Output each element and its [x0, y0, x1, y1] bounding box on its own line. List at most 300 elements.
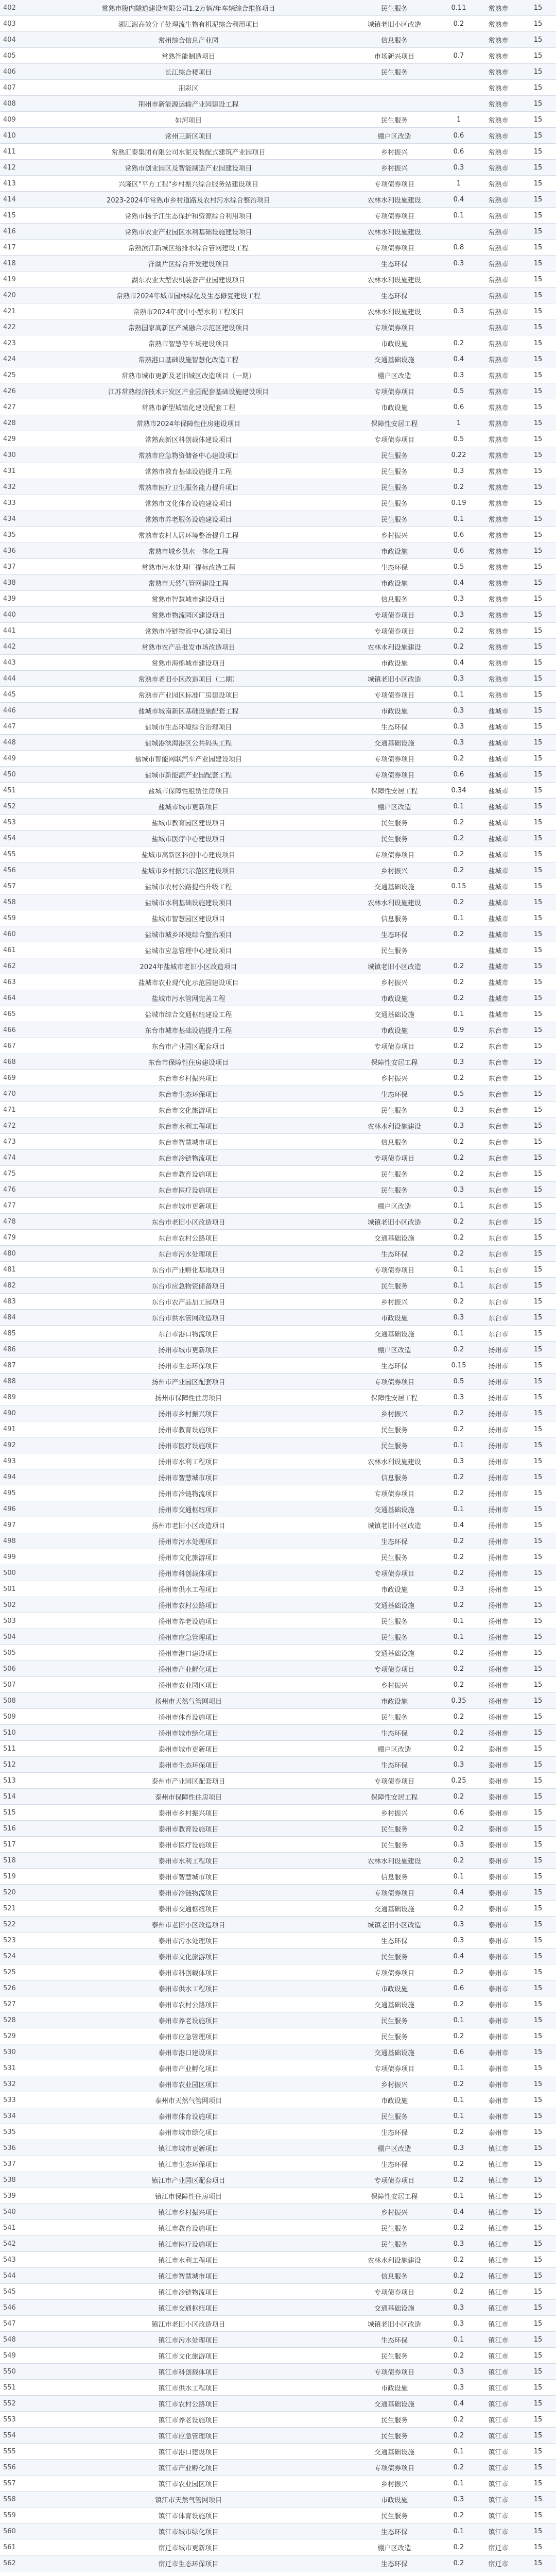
project-name: 常熟市农村人居环境整治提升工程 [29, 527, 348, 543]
term-years: 15 [520, 463, 556, 479]
term-years: 15 [520, 2380, 556, 2396]
row-number: 451 [0, 783, 29, 799]
term-years: 15 [520, 335, 556, 351]
term-years: 15 [520, 815, 556, 831]
table-row [0, 1549, 556, 1565]
row-number: 492 [0, 1437, 29, 1453]
table-row [0, 208, 556, 224]
project-category: 专项债券项目 [348, 751, 441, 767]
row-number: 552 [0, 2396, 29, 2412]
region: 扬州市 [477, 1453, 520, 1469]
table-row [0, 831, 556, 846]
bond-amount: 0.2 [441, 1070, 477, 1086]
bond-amount: 0.3 [441, 1102, 477, 1118]
region: 东台市 [477, 1166, 520, 1182]
table-row [0, 783, 556, 799]
project-category: 棚户区改造 [348, 367, 441, 383]
row-number: 489 [0, 1389, 29, 1405]
table-row [0, 751, 556, 767]
project-category: 乡村振兴 [348, 2076, 441, 2092]
project-name: 常熟市腹内隧道建设有限公司1.2万辆/年车辆综合维修项目 [29, 0, 348, 16]
bond-amount [441, 287, 477, 303]
project-name: 镇江市城市绿化项目 [29, 2523, 348, 2539]
row-number: 547 [0, 2316, 29, 2332]
project-category: 交通基础设施 [348, 351, 441, 367]
region: 镇江市 [477, 2476, 520, 2492]
project-category: 交通基础设施 [348, 1901, 441, 1917]
project-category: 农林水利设施建设 [348, 192, 441, 208]
table-row [0, 2492, 556, 2507]
region: 镇江市 [477, 2523, 520, 2539]
term-years: 15 [520, 2507, 556, 2523]
project-category: 生态环保 [348, 1725, 441, 1741]
project-category: 市政设施 [348, 2492, 441, 2507]
project-category: 生态环保 [348, 1533, 441, 1549]
project-category: 城镇老旧小区改造 [348, 671, 441, 687]
table-row [0, 48, 556, 64]
project-category: 农林水利设施建设 [348, 1853, 441, 1869]
project-name: 盐城市教育园区建设项目 [29, 815, 348, 831]
term-years: 15 [520, 1166, 556, 1182]
row-number: 541 [0, 2220, 29, 2236]
project-name: 镇江市乡村振兴项目 [29, 2204, 348, 2220]
term-years: 15 [520, 2396, 556, 2412]
term-years: 15 [520, 846, 556, 862]
project-category: 专项债券项目 [348, 2460, 441, 2476]
row-number: 442 [0, 639, 29, 655]
bond-amount [441, 319, 477, 335]
bond-amount: 0.3 [441, 671, 477, 687]
bond-amount: 0.3 [441, 1054, 477, 1070]
term-years: 15 [520, 1118, 556, 1134]
row-number: 520 [0, 1885, 29, 1901]
row-number: 494 [0, 1469, 29, 1485]
term-years: 15 [520, 431, 556, 447]
bond-amount: 0.2 [441, 1821, 477, 1837]
table-row [0, 176, 556, 192]
region: 常熟市 [477, 383, 520, 399]
row-number: 511 [0, 1741, 29, 1757]
row-number: 516 [0, 1821, 29, 1837]
project-category: 专项债券项目 [348, 846, 441, 862]
row-number: 506 [0, 1661, 29, 1677]
region: 泰州市 [477, 1885, 520, 1901]
term-years: 15 [520, 367, 556, 383]
row-number: 455 [0, 846, 29, 862]
region: 常熟市 [477, 431, 520, 447]
project-name: 镇江市产业孵化项目 [29, 2460, 348, 2476]
project-name: 常熟市冷链物流中心建设项目 [29, 623, 348, 639]
project-name: 常熟市农产品批发市场改造项目 [29, 639, 348, 655]
bond-amount: 0.2 [441, 2348, 477, 2364]
region: 常熟市 [477, 176, 520, 192]
project-category: 交通基础设施 [348, 1501, 441, 1517]
term-years: 15 [520, 878, 556, 894]
bond-amount: 0.3 [441, 607, 477, 623]
project-name: 盐城市医疗中心建设项目 [29, 831, 348, 846]
region: 扬州市 [477, 1661, 520, 1677]
region: 东台市 [477, 1102, 520, 1118]
region: 东台市 [477, 1278, 520, 1294]
project-category: 市政设施 [348, 543, 441, 559]
row-number: 469 [0, 1070, 29, 1086]
table-row [0, 2332, 556, 2348]
region: 盐城市 [477, 958, 520, 974]
term-years: 15 [520, 862, 556, 878]
project-category: 生态环保 [348, 926, 441, 942]
table-row [0, 1374, 556, 1389]
term-years: 15 [520, 2236, 556, 2252]
table-row [0, 767, 556, 783]
table-row [0, 495, 556, 511]
project-name: 盐城市应急管理中心建设项目 [29, 942, 348, 958]
term-years: 15 [520, 1996, 556, 2012]
project-category: 生态环保 [348, 2156, 441, 2172]
term-years: 15 [520, 783, 556, 799]
project-category: 农林水利设施建设 [348, 894, 441, 910]
region: 镇江市 [477, 2156, 520, 2172]
bond-amount: 0.3 [441, 1757, 477, 1773]
row-number: 533 [0, 2092, 29, 2108]
table-row [0, 319, 556, 335]
bond-amount: 0.2 [441, 1038, 477, 1054]
region: 常熟市 [477, 256, 520, 272]
term-years: 15 [520, 479, 556, 495]
bond-amount: 0.3 [441, 1182, 477, 1198]
table-row [0, 1661, 556, 1677]
region: 扬州市 [477, 1437, 520, 1453]
term-years: 15 [520, 703, 556, 719]
project-category: 民生服务 [348, 1278, 441, 1294]
row-number: 546 [0, 2300, 29, 2316]
row-number: 474 [0, 1150, 29, 1166]
project-category: 生态环保 [348, 287, 441, 303]
region: 泰州市 [477, 1964, 520, 1980]
table-row [0, 2156, 556, 2172]
table-row [0, 1964, 556, 1980]
project-name: 盐城市城市更新项目 [29, 799, 348, 815]
term-years: 15 [520, 240, 556, 256]
bond-amount: 0.3 [441, 591, 477, 607]
project-name: 常熟市教育基础设施提升工程 [29, 463, 348, 479]
region: 东台市 [477, 1086, 520, 1102]
term-years: 15 [520, 639, 556, 655]
table-row [0, 1485, 556, 1501]
project-category: 信息服务 [348, 2268, 441, 2284]
table-row [0, 1294, 556, 1310]
row-number: 402 [0, 0, 29, 16]
project-name: 泰州市乡村振兴项目 [29, 1805, 348, 1821]
row-number: 420 [0, 287, 29, 303]
term-years: 15 [520, 1374, 556, 1389]
row-number: 403 [0, 16, 29, 32]
table-row [0, 96, 556, 112]
project-name: 扬州市老旧小区改造项目 [29, 1517, 348, 1533]
table-row [0, 2220, 556, 2236]
term-years: 15 [520, 1645, 556, 1661]
region: 扬州市 [477, 1645, 520, 1661]
term-years: 15 [520, 1709, 556, 1725]
project-category: 民生服务 [348, 2428, 441, 2444]
bond-amount: 0.4 [441, 575, 477, 591]
row-number: 419 [0, 272, 29, 287]
project-category: 农林水利设施建设 [348, 303, 441, 319]
bond-amount: 0.3 [441, 2492, 477, 2507]
project-name: 常熟滨江新城区给排水综合管网建设工程 [29, 240, 348, 256]
table-row [0, 2108, 556, 2124]
term-years: 15 [520, 80, 556, 96]
project-name: 镇江市城市更新项目 [29, 2140, 348, 2156]
project-category: 民生服务 [348, 2220, 441, 2236]
term-years: 15 [520, 1597, 556, 1613]
table-row [0, 1677, 556, 1693]
term-years: 15 [520, 1134, 556, 1150]
bond-amount: 0.2 [441, 1996, 477, 2012]
table-row [0, 1805, 556, 1821]
row-number: 462 [0, 958, 29, 974]
term-years: 15 [520, 1485, 556, 1501]
region: 常熟市 [477, 527, 520, 543]
table-row [0, 894, 556, 910]
term-years: 15 [520, 1038, 556, 1054]
project-name: 扬州市保障性住房项目 [29, 1389, 348, 1405]
row-number: 463 [0, 974, 29, 990]
table-row [0, 1278, 556, 1294]
bond-amount: 0.3 [441, 1310, 477, 1326]
region: 盐城市 [477, 783, 520, 799]
project-name: 宿迁市城市更新项目 [29, 2539, 348, 2555]
term-years: 15 [520, 2012, 556, 2028]
project-name: 常熟市天然气管网建设工程 [29, 575, 348, 591]
row-number: 416 [0, 224, 29, 240]
project-category: 市政设施 [348, 990, 441, 1006]
row-number: 418 [0, 256, 29, 272]
project-name: 镇江市智慧城市项目 [29, 2268, 348, 2284]
project-name: 盐城市城乡环境综合整治项目 [29, 926, 348, 942]
project-category: 专项债券项目 [348, 1773, 441, 1789]
region: 常熟市 [477, 16, 520, 32]
region: 常熟市 [477, 319, 520, 335]
bond-amount: 0.1 [441, 2188, 477, 2204]
row-number: 443 [0, 655, 29, 671]
bond-amount: 0.2 [441, 1677, 477, 1693]
bond-amount: 0.1 [441, 208, 477, 224]
row-number: 470 [0, 1086, 29, 1102]
bond-amount: 0.2 [441, 2252, 477, 2268]
project-category: 专项债券项目 [348, 687, 441, 703]
project-category: 民生服务 [348, 1166, 441, 1182]
region: 盐城市 [477, 894, 520, 910]
project-category: 民生服务 [348, 1837, 441, 1853]
project-category: 民生服务 [348, 2012, 441, 2028]
table-row [0, 2012, 556, 2028]
project-name: 镇江市教育设施项目 [29, 2220, 348, 2236]
row-number: 535 [0, 2124, 29, 2140]
project-name: 扬州市城市绿化项目 [29, 1725, 348, 1741]
bond-amount: 0.22 [441, 447, 477, 463]
project-name: 盐城市乡村振兴示范区建设项目 [29, 862, 348, 878]
region: 镇江市 [477, 2428, 520, 2444]
region: 泰州市 [477, 1869, 520, 1885]
region: 东台市 [477, 1294, 520, 1310]
term-years: 15 [520, 799, 556, 815]
project-name: 镇江市产业园区配套项目 [29, 2172, 348, 2188]
bond-amount: 0.2 [441, 1294, 477, 1310]
region: 泰州市 [477, 2044, 520, 2060]
table-row [0, 1837, 556, 1853]
project-name: 扬州市供水工程项目 [29, 1581, 348, 1597]
bond-amount: 0.3 [441, 1917, 477, 1933]
row-number: 540 [0, 2204, 29, 2220]
project-category: 民生服务 [348, 1102, 441, 1118]
term-years: 15 [520, 735, 556, 751]
table-row [0, 1693, 556, 1709]
project-category: 生态环保 [348, 2555, 441, 2571]
bond-amount: 0.6 [441, 543, 477, 559]
project-name: 泰州市科创载体项目 [29, 1964, 348, 1980]
table-row [0, 799, 556, 815]
row-number: 548 [0, 2332, 29, 2348]
bond-amount: 0.3 [441, 367, 477, 383]
region: 常熟市 [477, 623, 520, 639]
project-category: 专项债券项目 [348, 607, 441, 623]
bond-amount [441, 64, 477, 80]
term-years: 15 [520, 1725, 556, 1741]
row-number: 406 [0, 64, 29, 80]
row-number: 413 [0, 176, 29, 192]
term-years: 15 [520, 96, 556, 112]
table-row [0, 2284, 556, 2300]
region: 常熟市 [477, 559, 520, 575]
region: 东台市 [477, 1022, 520, 1038]
project-category: 专项债券项目 [348, 240, 441, 256]
table-row [0, 351, 556, 367]
table-row [0, 2444, 556, 2460]
region: 泰州市 [477, 1917, 520, 1933]
row-number: 456 [0, 862, 29, 878]
region: 常熟市 [477, 272, 520, 287]
region: 扬州市 [477, 1517, 520, 1533]
bond-amount: 0.2 [441, 1645, 477, 1661]
project-category: 专项债券项目 [348, 2060, 441, 2076]
region: 常熟市 [477, 192, 520, 208]
table-row [0, 1996, 556, 2012]
term-years: 15 [520, 2332, 556, 2348]
term-years: 15 [520, 1964, 556, 1980]
region: 镇江市 [477, 2444, 520, 2460]
term-years: 15 [520, 559, 556, 575]
region [477, 2571, 520, 2576]
region: 盐城市 [477, 703, 520, 719]
bond-amount: 0.1 [441, 799, 477, 815]
project-category: 信息服务 [348, 32, 441, 48]
project-category: 专项债券项目 [348, 1964, 441, 1980]
bond-amount: 0.5 [441, 559, 477, 575]
bond-amount: 0.8 [441, 240, 477, 256]
project-name: 泰州市文化旅游项目 [29, 1948, 348, 1964]
term-years: 15 [520, 351, 556, 367]
table-row [0, 1757, 556, 1773]
region: 泰州市 [477, 2028, 520, 2044]
project-category: 交通基础设施 [348, 2396, 441, 2412]
project-category: 生态环保 [348, 1358, 441, 1374]
row-number: 557 [0, 2476, 29, 2492]
region: 常熟市 [477, 351, 520, 367]
project-category: 专项债券项目 [348, 1150, 441, 1166]
term-years: 15 [520, 1214, 556, 1230]
term-years: 15 [520, 1933, 556, 1948]
region: 泰州市 [477, 2124, 520, 2140]
row-number: 458 [0, 894, 29, 910]
project-name: 泰州市污水处理项目 [29, 1933, 348, 1948]
row-number: 435 [0, 527, 29, 543]
project-category: 生态环保 [348, 1933, 441, 1948]
project-name: 宿迁市生态环保项目 [29, 2555, 348, 2571]
project-category: 乡村振兴 [348, 2204, 441, 2220]
project-category: 交通基础设施 [348, 2300, 441, 2316]
term-years: 15 [520, 2539, 556, 2555]
table-row [0, 1230, 556, 1246]
bond-amount: 0.2 [441, 1421, 477, 1437]
bond-amount: 0.6 [441, 2044, 477, 2060]
term-years: 15 [520, 767, 556, 783]
table-row [0, 399, 556, 415]
table-row [0, 2028, 556, 2044]
project-category: 市政设施 [348, 703, 441, 719]
table-row [0, 862, 556, 878]
table-row [0, 2460, 556, 2476]
project-name: 东台市污水处理项目 [29, 1246, 348, 1262]
bond-amount [441, 272, 477, 287]
term-years: 15 [520, 2412, 556, 2428]
project-category [348, 96, 441, 112]
project-category: 交通基础设施 [348, 1996, 441, 2012]
row-number: 528 [0, 2012, 29, 2028]
project-name: 镇江市体育设施项目 [29, 2507, 348, 2523]
row-number: 436 [0, 543, 29, 559]
region: 泰州市 [477, 1821, 520, 1837]
row-number: 493 [0, 1453, 29, 1469]
row-number: 467 [0, 1038, 29, 1054]
bond-amount: 0.5 [441, 1374, 477, 1389]
project-name: 常熟市城市更新及老旧城区改造项目（一期） [29, 367, 348, 383]
region: 扬州市 [477, 1565, 520, 1581]
row-number: 428 [0, 415, 29, 431]
project-category: 专项债券项目 [348, 208, 441, 224]
project-category: 生态环保 [348, 719, 441, 735]
table-row [0, 224, 556, 240]
project-name: 常熟市应急物资储备中心建设项目 [29, 447, 348, 463]
term-years: 15 [520, 1310, 556, 1326]
project-category: 民生服务 [348, 463, 441, 479]
table-row [0, 1453, 556, 1469]
bond-amount: 0.1 [441, 1326, 477, 1342]
term-years: 15 [520, 447, 556, 463]
row-number: 495 [0, 1485, 29, 1501]
table-row [0, 1022, 556, 1038]
project-category: 市政设施 [348, 2380, 441, 2396]
project-category: 农林水利设施建设 [348, 2252, 441, 2268]
row-number: 491 [0, 1421, 29, 1437]
bond-amount: 0.4 [441, 192, 477, 208]
project-name: 泰州市体育设施项目 [29, 2108, 348, 2124]
bond-amount: 0.2 [441, 815, 477, 831]
project-category: 城镇老旧小区改造 [348, 1517, 441, 1533]
region: 盐城市 [477, 846, 520, 862]
project-category: 交通基础设施 [348, 1326, 441, 1342]
bond-amount: 0.6 [441, 128, 477, 144]
project-name: 长江综合楼项目 [29, 64, 348, 80]
